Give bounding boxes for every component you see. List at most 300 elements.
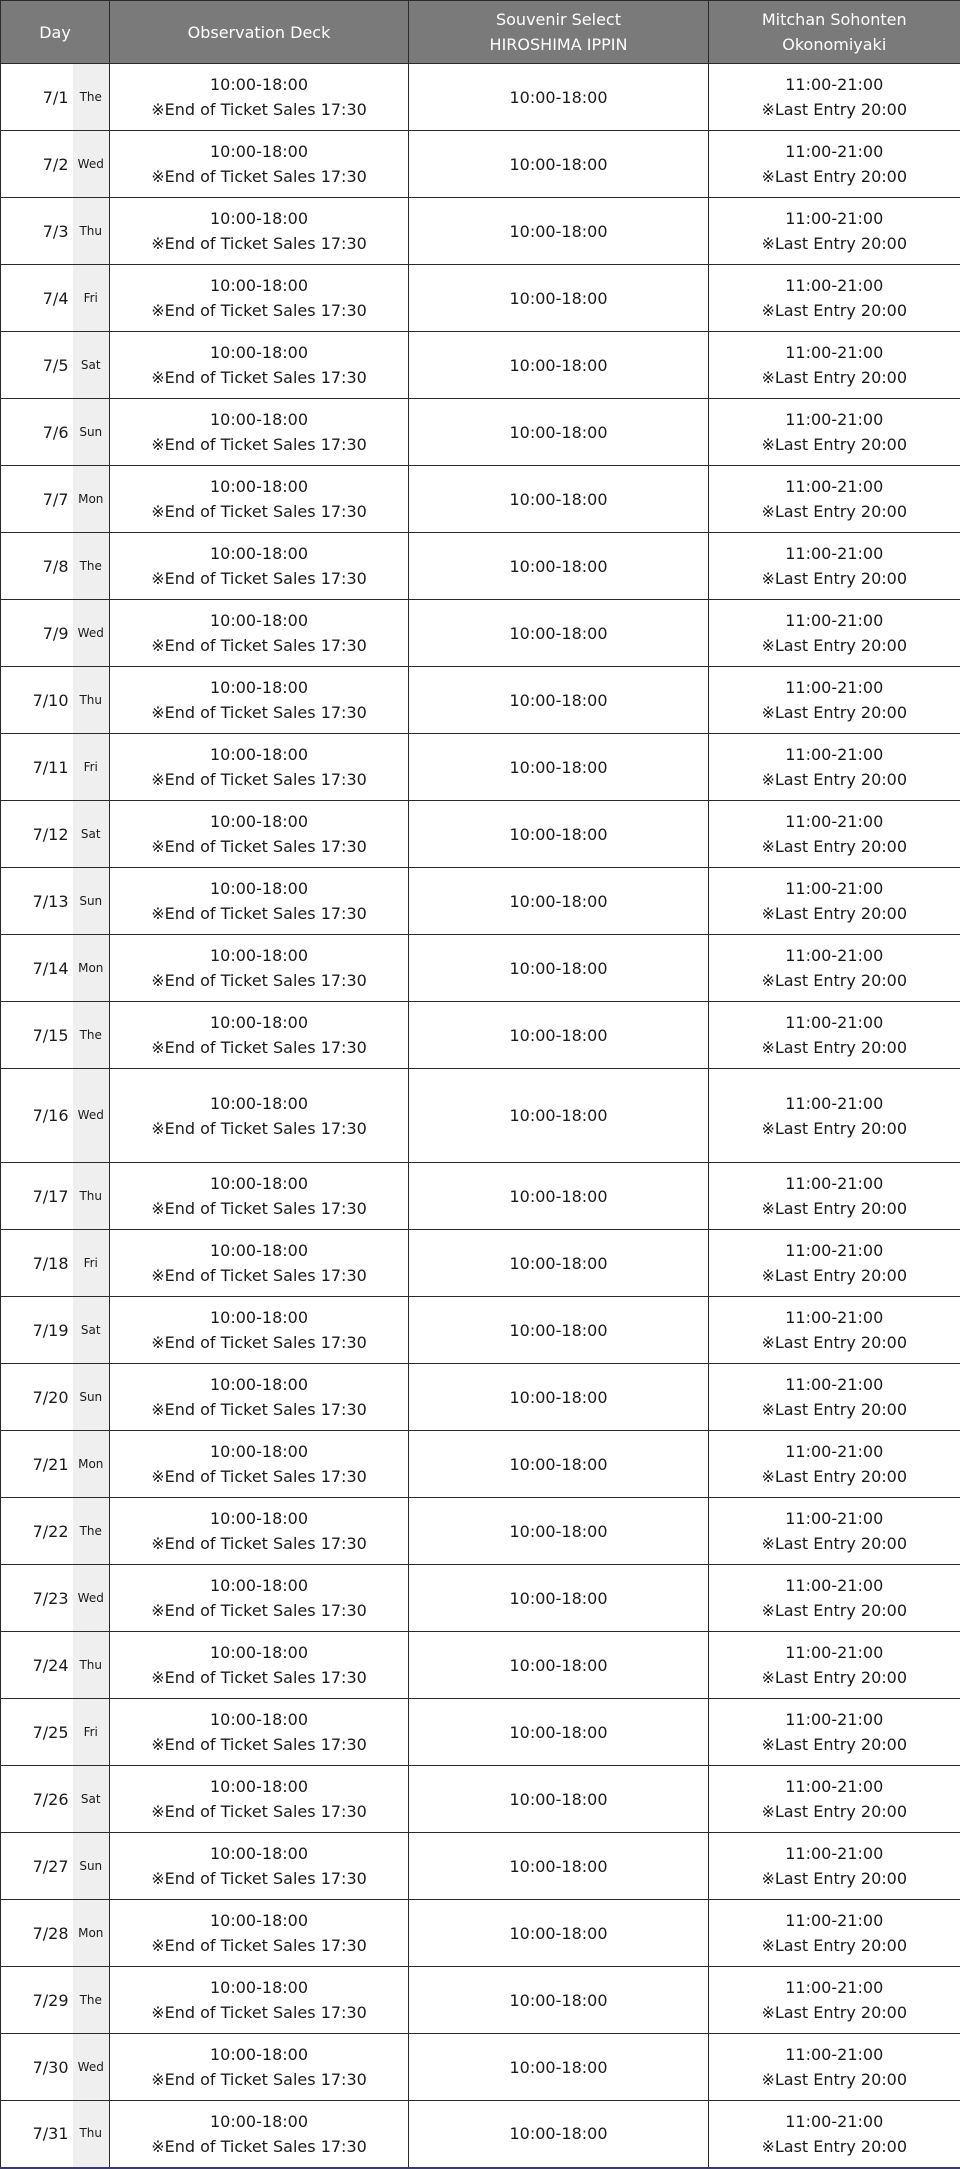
souvenir-cell: [409, 1766, 709, 1833]
souvenir-cell: [409, 198, 709, 265]
table-body: [1, 64, 960, 2168]
row-date: 7/21: [1, 1431, 73, 1498]
observation-note: ※End of Ticket Sales 17:30: [110, 365, 408, 390]
row-day-of-week: Mon: [73, 1431, 110, 1498]
observation-note: ※End of Ticket Sales 17:30: [110, 1116, 408, 1141]
observation-note: ※End of Ticket Sales 17:30: [110, 566, 408, 591]
observation-deck-cell: [110, 667, 409, 734]
header-mitchan-line2: Okonomiyaki: [709, 32, 960, 57]
observation-note: ※End of Ticket Sales 17:30: [110, 499, 408, 524]
observation-hours: 10:00-18:00: [110, 1238, 408, 1263]
mitchan-note: ※Last Entry 20:00: [709, 700, 960, 725]
mitchan-note: ※Last Entry 20:00: [709, 231, 960, 256]
observation-note: ※End of Ticket Sales 17:30: [110, 633, 408, 658]
mitchan-hours: 11:00-21:00: [709, 1707, 960, 1732]
mitchan-note: ※Last Entry 20:00: [709, 1397, 960, 1422]
observation-deck-cell: [110, 399, 409, 466]
mitchan-hours: 11:00-21:00: [709, 1573, 960, 1598]
row-date: 7/24: [1, 1632, 73, 1699]
observation-deck-cell: [110, 1632, 409, 1699]
row-day-of-week: The: [73, 64, 110, 131]
souvenir-cell: [409, 1900, 709, 1967]
row-day-of-week: Sun: [73, 1364, 110, 1431]
souvenir-cell: [409, 399, 709, 466]
observation-note: ※End of Ticket Sales 17:30: [110, 432, 408, 457]
mitchan-cell: [709, 332, 960, 399]
souvenir-hours: 10:00-18:00: [409, 554, 708, 579]
observation-deck-cell: [110, 1766, 409, 1833]
header-souvenir-line2: HIROSHIMA IPPIN: [409, 32, 708, 57]
observation-note: ※End of Ticket Sales 17:30: [110, 1330, 408, 1355]
observation-note: ※End of Ticket Sales 17:30: [110, 1531, 408, 1556]
mitchan-note: ※Last Entry 20:00: [709, 97, 960, 122]
table-row: [1, 399, 960, 466]
mitchan-cell: [709, 1565, 960, 1632]
souvenir-hours: 10:00-18:00: [409, 1103, 708, 1128]
row-day-of-week: Mon: [73, 1900, 110, 1967]
souvenir-cell: [409, 1699, 709, 1766]
observation-deck-cell: [110, 466, 409, 533]
mitchan-cell: [709, 1002, 960, 1069]
observation-deck-cell: [110, 1900, 409, 1967]
observation-deck-cell: [110, 1163, 409, 1230]
souvenir-hours: 10:00-18:00: [409, 353, 708, 378]
mitchan-cell: [709, 1632, 960, 1699]
observation-hours: 10:00-18:00: [110, 943, 408, 968]
observation-deck-cell: [110, 600, 409, 667]
row-date: 7/11: [1, 734, 73, 801]
mitchan-note: ※Last Entry 20:00: [709, 834, 960, 859]
mitchan-cell: [709, 1967, 960, 2034]
observation-hours: 10:00-18:00: [110, 675, 408, 700]
table-row: [1, 801, 960, 868]
mitchan-note: ※Last Entry 20:00: [709, 2000, 960, 2025]
row-date: 7/5: [1, 332, 73, 399]
table-row: [1, 935, 960, 1002]
mitchan-cell: [709, 1069, 960, 1163]
observation-hours: 10:00-18:00: [110, 1640, 408, 1665]
souvenir-cell: [409, 1431, 709, 1498]
souvenir-cell: [409, 868, 709, 935]
mitchan-cell: [709, 1297, 960, 1364]
mitchan-hours: 11:00-21:00: [709, 541, 960, 566]
table-row: [1, 265, 960, 332]
row-day-of-week: Fri: [73, 1699, 110, 1766]
observation-note: ※End of Ticket Sales 17:30: [110, 1263, 408, 1288]
observation-hours: 10:00-18:00: [110, 72, 408, 97]
souvenir-hours: 10:00-18:00: [409, 2121, 708, 2146]
observation-hours: 10:00-18:00: [110, 407, 408, 432]
mitchan-cell: [709, 868, 960, 935]
observation-deck-cell: [110, 935, 409, 1002]
observation-hours: 10:00-18:00: [110, 1439, 408, 1464]
observation-hours: 10:00-18:00: [110, 1091, 408, 1116]
row-day-of-week: Wed: [73, 2034, 110, 2101]
table-row: [1, 1967, 960, 2034]
observation-deck-cell: [110, 1833, 409, 1900]
mitchan-hours: 11:00-21:00: [709, 1640, 960, 1665]
mitchan-hours: 11:00-21:00: [709, 1372, 960, 1397]
row-date: 7/7: [1, 466, 73, 533]
observation-note: ※End of Ticket Sales 17:30: [110, 2067, 408, 2092]
row-day-of-week: Thu: [73, 198, 110, 265]
souvenir-hours: 10:00-18:00: [409, 1385, 708, 1410]
souvenir-cell: [409, 1498, 709, 1565]
observation-note: ※End of Ticket Sales 17:30: [110, 298, 408, 323]
mitchan-hours: 11:00-21:00: [709, 1774, 960, 1799]
mitchan-hours: 11:00-21:00: [709, 2042, 960, 2067]
mitchan-cell: [709, 399, 960, 466]
observation-deck-cell: [110, 1297, 409, 1364]
mitchan-cell: [709, 64, 960, 131]
souvenir-hours: 10:00-18:00: [409, 1653, 708, 1678]
souvenir-hours: 10:00-18:00: [409, 1519, 708, 1544]
mitchan-hours: 11:00-21:00: [709, 1439, 960, 1464]
souvenir-hours: 10:00-18:00: [409, 956, 708, 981]
mitchan-cell: [709, 2101, 960, 2168]
observation-deck-cell: [110, 1431, 409, 1498]
table-row: [1, 1002, 960, 1069]
mitchan-cell: [709, 734, 960, 801]
observation-note: ※End of Ticket Sales 17:30: [110, 700, 408, 725]
table-row: [1, 1364, 960, 1431]
observation-note: ※End of Ticket Sales 17:30: [110, 1933, 408, 1958]
observation-deck-cell: [110, 734, 409, 801]
mitchan-hours: 11:00-21:00: [709, 2109, 960, 2134]
row-date: 7/26: [1, 1766, 73, 1833]
mitchan-hours: 11:00-21:00: [709, 1091, 960, 1116]
souvenir-cell: [409, 1069, 709, 1163]
observation-hours: 10:00-18:00: [110, 1975, 408, 2000]
table-row: [1, 1833, 960, 1900]
mitchan-hours: 11:00-21:00: [709, 1506, 960, 1531]
souvenir-hours: 10:00-18:00: [409, 1921, 708, 1946]
souvenir-cell: [409, 801, 709, 868]
mitchan-hours: 11:00-21:00: [709, 809, 960, 834]
row-date: 7/20: [1, 1364, 73, 1431]
mitchan-cell: [709, 1900, 960, 1967]
souvenir-hours: 10:00-18:00: [409, 152, 708, 177]
mitchan-hours: 11:00-21:00: [709, 876, 960, 901]
souvenir-cell: [409, 64, 709, 131]
mitchan-note: ※Last Entry 20:00: [709, 1665, 960, 1690]
observation-hours: 10:00-18:00: [110, 1841, 408, 1866]
observation-hours: 10:00-18:00: [110, 273, 408, 298]
mitchan-note: ※Last Entry 20:00: [709, 566, 960, 591]
mitchan-note: ※Last Entry 20:00: [709, 2067, 960, 2092]
table-row: [1, 131, 960, 198]
row-day-of-week: Sun: [73, 399, 110, 466]
mitchan-note: ※Last Entry 20:00: [709, 1866, 960, 1891]
row-day-of-week: Sun: [73, 868, 110, 935]
souvenir-cell: [409, 935, 709, 1002]
souvenir-cell: [409, 533, 709, 600]
row-date: 7/16: [1, 1069, 73, 1163]
row-day-of-week: Sat: [73, 801, 110, 868]
row-day-of-week: The: [73, 533, 110, 600]
souvenir-hours: 10:00-18:00: [409, 420, 708, 445]
header-observation-deck: Observation Deck: [110, 1, 409, 64]
row-date: 7/29: [1, 1967, 73, 2034]
table-row: [1, 198, 960, 265]
row-day-of-week: Fri: [73, 1230, 110, 1297]
row-date: 7/22: [1, 1498, 73, 1565]
mitchan-cell: [709, 1230, 960, 1297]
mitchan-hours: 11:00-21:00: [709, 608, 960, 633]
observation-note: ※End of Ticket Sales 17:30: [110, 1035, 408, 1060]
observation-note: ※End of Ticket Sales 17:30: [110, 1732, 408, 1757]
mitchan-note: ※Last Entry 20:00: [709, 1196, 960, 1221]
mitchan-note: ※Last Entry 20:00: [709, 298, 960, 323]
mitchan-hours: 11:00-21:00: [709, 943, 960, 968]
observation-hours: 10:00-18:00: [110, 1573, 408, 1598]
table-row: [1, 1900, 960, 1967]
souvenir-hours: 10:00-18:00: [409, 85, 708, 110]
row-date: 7/31: [1, 2101, 73, 2168]
mitchan-note: ※Last Entry 20:00: [709, 1531, 960, 1556]
observation-note: ※End of Ticket Sales 17:30: [110, 97, 408, 122]
mitchan-note: ※Last Entry 20:00: [709, 901, 960, 926]
table-row: [1, 2101, 960, 2168]
row-date: 7/13: [1, 868, 73, 935]
row-day-of-week: Sat: [73, 332, 110, 399]
table-row: [1, 1297, 960, 1364]
mitchan-note: ※Last Entry 20:00: [709, 767, 960, 792]
souvenir-hours: 10:00-18:00: [409, 621, 708, 646]
observation-note: ※End of Ticket Sales 17:30: [110, 2134, 408, 2159]
table-row: [1, 1565, 960, 1632]
row-day-of-week: Sat: [73, 1297, 110, 1364]
mitchan-note: ※Last Entry 20:00: [709, 1330, 960, 1355]
souvenir-cell: [409, 1002, 709, 1069]
observation-hours: 10:00-18:00: [110, 206, 408, 231]
row-day-of-week: The: [73, 1498, 110, 1565]
observation-hours: 10:00-18:00: [110, 2042, 408, 2067]
mitchan-note: ※Last Entry 20:00: [709, 1116, 960, 1141]
header-souvenir: [409, 1, 709, 64]
observation-deck-cell: [110, 868, 409, 935]
table-row: [1, 64, 960, 131]
souvenir-cell: [409, 1967, 709, 2034]
row-day-of-week: Fri: [73, 265, 110, 332]
row-date: 7/9: [1, 600, 73, 667]
table-row: [1, 2034, 960, 2101]
observation-deck-cell: [110, 265, 409, 332]
row-date: 7/25: [1, 1699, 73, 1766]
mitchan-cell: [709, 1498, 960, 1565]
souvenir-cell: [409, 2034, 709, 2101]
mitchan-note: ※Last Entry 20:00: [709, 164, 960, 189]
header-mitchan-line1: Mitchan Sohonten: [709, 7, 960, 32]
row-date: 7/17: [1, 1163, 73, 1230]
observation-note: ※End of Ticket Sales 17:30: [110, 231, 408, 256]
mitchan-cell: [709, 935, 960, 1002]
mitchan-cell: [709, 533, 960, 600]
table-row: [1, 1632, 960, 1699]
souvenir-hours: 10:00-18:00: [409, 1720, 708, 1745]
header-souvenir-line1: Souvenir Select: [409, 7, 708, 32]
row-day-of-week: Mon: [73, 935, 110, 1002]
table-row: [1, 466, 960, 533]
row-day-of-week: Thu: [73, 1163, 110, 1230]
souvenir-cell: [409, 332, 709, 399]
row-date: 7/28: [1, 1900, 73, 1967]
mitchan-note: ※Last Entry 20:00: [709, 633, 960, 658]
mitchan-cell: [709, 1431, 960, 1498]
souvenir-cell: [409, 734, 709, 801]
row-day-of-week: Thu: [73, 667, 110, 734]
souvenir-hours: 10:00-18:00: [409, 1318, 708, 1343]
table-row: [1, 533, 960, 600]
observation-deck-cell: [110, 2101, 409, 2168]
row-date: 7/19: [1, 1297, 73, 1364]
observation-note: ※End of Ticket Sales 17:30: [110, 1464, 408, 1489]
mitchan-hours: 11:00-21:00: [709, 742, 960, 767]
souvenir-cell: [409, 466, 709, 533]
souvenir-cell: [409, 1297, 709, 1364]
mitchan-cell: [709, 466, 960, 533]
observation-hours: 10:00-18:00: [110, 876, 408, 901]
mitchan-hours: 11:00-21:00: [709, 340, 960, 365]
mitchan-hours: 11:00-21:00: [709, 407, 960, 432]
mitchan-hours: 11:00-21:00: [709, 273, 960, 298]
observation-deck-cell: [110, 198, 409, 265]
souvenir-cell: [409, 1230, 709, 1297]
mitchan-hours: 11:00-21:00: [709, 474, 960, 499]
row-day-of-week: Wed: [73, 1565, 110, 1632]
table-row: [1, 1431, 960, 1498]
observation-hours: 10:00-18:00: [110, 1908, 408, 1933]
mitchan-hours: 11:00-21:00: [709, 1975, 960, 2000]
souvenir-hours: 10:00-18:00: [409, 1452, 708, 1477]
row-date: 7/8: [1, 533, 73, 600]
table-row: [1, 1230, 960, 1297]
row-day-of-week: Thu: [73, 2101, 110, 2168]
mitchan-note: ※Last Entry 20:00: [709, 2134, 960, 2159]
observation-hours: 10:00-18:00: [110, 340, 408, 365]
row-day-of-week: Fri: [73, 734, 110, 801]
observation-note: ※End of Ticket Sales 17:30: [110, 1196, 408, 1221]
observation-note: ※End of Ticket Sales 17:30: [110, 1665, 408, 1690]
souvenir-cell: [409, 2101, 709, 2168]
souvenir-cell: [409, 1632, 709, 1699]
mitchan-hours: 11:00-21:00: [709, 1841, 960, 1866]
observation-deck-cell: [110, 533, 409, 600]
observation-hours: 10:00-18:00: [110, 1010, 408, 1035]
table-row: [1, 667, 960, 734]
observation-deck-cell: [110, 1002, 409, 1069]
table-row: [1, 1163, 960, 1230]
observation-note: ※End of Ticket Sales 17:30: [110, 1397, 408, 1422]
table-row: [1, 868, 960, 935]
row-date: 7/14: [1, 935, 73, 1002]
souvenir-cell: [409, 600, 709, 667]
mitchan-note: ※Last Entry 20:00: [709, 1598, 960, 1623]
table-row: [1, 1069, 960, 1163]
observation-note: ※End of Ticket Sales 17:30: [110, 1598, 408, 1623]
table-header-row: [1, 1, 960, 64]
souvenir-cell: [409, 131, 709, 198]
souvenir-hours: 10:00-18:00: [409, 1787, 708, 1812]
mitchan-hours: 11:00-21:00: [709, 206, 960, 231]
observation-deck-cell: [110, 1230, 409, 1297]
table-row: [1, 600, 960, 667]
observation-deck-cell: [110, 332, 409, 399]
souvenir-hours: 10:00-18:00: [409, 219, 708, 244]
observation-note: ※End of Ticket Sales 17:30: [110, 164, 408, 189]
row-date: 7/2: [1, 131, 73, 198]
observation-hours: 10:00-18:00: [110, 474, 408, 499]
mitchan-hours: 11:00-21:00: [709, 1908, 960, 1933]
mitchan-hours: 11:00-21:00: [709, 72, 960, 97]
observation-deck-cell: [110, 1364, 409, 1431]
observation-note: ※End of Ticket Sales 17:30: [110, 2000, 408, 2025]
souvenir-hours: 10:00-18:00: [409, 487, 708, 512]
observation-hours: 10:00-18:00: [110, 1707, 408, 1732]
mitchan-cell: [709, 1364, 960, 1431]
souvenir-cell: [409, 1163, 709, 1230]
table-row: [1, 734, 960, 801]
table-row: [1, 332, 960, 399]
observation-hours: 10:00-18:00: [110, 1774, 408, 1799]
observation-note: ※End of Ticket Sales 17:30: [110, 901, 408, 926]
row-day-of-week: Wed: [73, 600, 110, 667]
mitchan-cell: [709, 1833, 960, 1900]
observation-note: ※End of Ticket Sales 17:30: [110, 968, 408, 993]
souvenir-hours: 10:00-18:00: [409, 1586, 708, 1611]
mitchan-cell: [709, 265, 960, 332]
table-row: [1, 1498, 960, 1565]
observation-deck-cell: [110, 1699, 409, 1766]
souvenir-hours: 10:00-18:00: [409, 286, 708, 311]
row-date: 7/30: [1, 2034, 73, 2101]
row-date: 7/12: [1, 801, 73, 868]
row-day-of-week: Sat: [73, 1766, 110, 1833]
mitchan-cell: [709, 1163, 960, 1230]
row-day-of-week: Thu: [73, 1632, 110, 1699]
souvenir-cell: [409, 1833, 709, 1900]
mitchan-hours: 11:00-21:00: [709, 1238, 960, 1263]
souvenir-hours: 10:00-18:00: [409, 1854, 708, 1879]
observation-deck-cell: [110, 1069, 409, 1163]
row-date: 7/18: [1, 1230, 73, 1297]
souvenir-cell: [409, 265, 709, 332]
row-date: 7/6: [1, 399, 73, 466]
mitchan-hours: 11:00-21:00: [709, 675, 960, 700]
souvenir-hours: 10:00-18:00: [409, 1184, 708, 1209]
mitchan-note: ※Last Entry 20:00: [709, 1035, 960, 1060]
mitchan-note: ※Last Entry 20:00: [709, 1732, 960, 1757]
mitchan-note: ※Last Entry 20:00: [709, 1799, 960, 1824]
souvenir-hours: 10:00-18:00: [409, 822, 708, 847]
souvenir-cell: [409, 667, 709, 734]
row-day-of-week: Wed: [73, 1069, 110, 1163]
mitchan-cell: [709, 131, 960, 198]
row-date: 7/27: [1, 1833, 73, 1900]
table-row: [1, 1699, 960, 1766]
mitchan-hours: 11:00-21:00: [709, 139, 960, 164]
mitchan-note: ※Last Entry 20:00: [709, 1933, 960, 1958]
observation-hours: 10:00-18:00: [110, 742, 408, 767]
observation-note: ※End of Ticket Sales 17:30: [110, 1866, 408, 1891]
row-day-of-week: Mon: [73, 466, 110, 533]
observation-deck-cell: [110, 1967, 409, 2034]
observation-hours: 10:00-18:00: [110, 1305, 408, 1330]
souvenir-cell: [409, 1364, 709, 1431]
table-row: [1, 1766, 960, 1833]
mitchan-cell: [709, 667, 960, 734]
observation-hours: 10:00-18:00: [110, 809, 408, 834]
